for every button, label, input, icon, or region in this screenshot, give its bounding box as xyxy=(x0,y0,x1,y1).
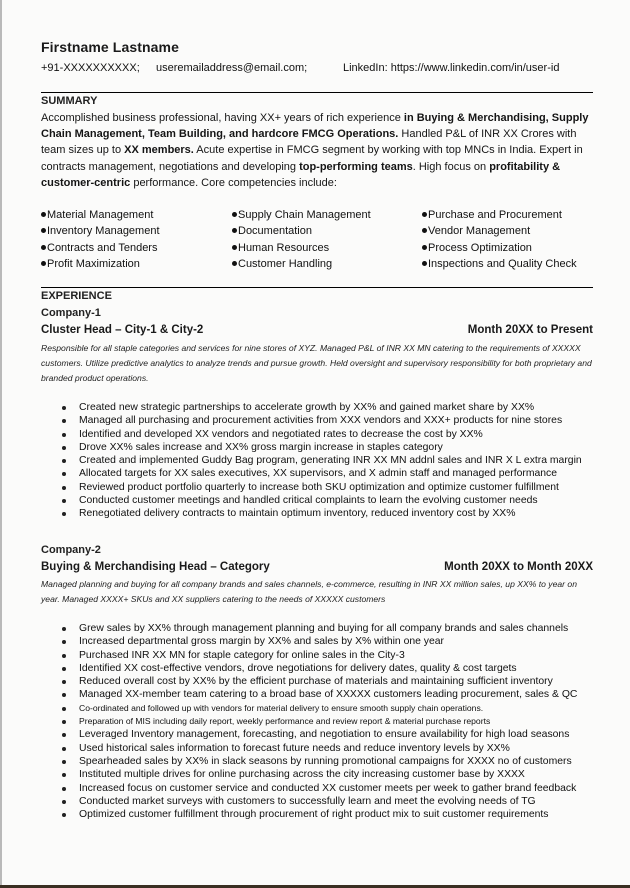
competency-item xyxy=(422,207,562,223)
bullet-icon xyxy=(62,512,66,516)
competency-item xyxy=(41,240,157,256)
achievement-item xyxy=(55,481,600,494)
company-name: Company-1 xyxy=(41,307,101,319)
achievement-text: Created and implemented Guddy Bag program, generating INR XX MN addnl sales and INR X L extra margin xyxy=(79,455,582,467)
achievement-text: Increased focus on customer service and conducted XX customer meets per week to gather brand feedback xyxy=(79,782,577,794)
bullet-icon xyxy=(62,733,66,737)
bullet-icon xyxy=(41,245,46,250)
competency-item xyxy=(232,256,332,272)
achievement-item xyxy=(55,622,600,635)
achievement-item xyxy=(55,414,600,427)
summary-highlight: top-performing teams xyxy=(299,160,413,173)
summary-text-segment: . High focus on xyxy=(412,160,490,173)
achievement-item xyxy=(55,454,600,467)
summary-highlight: profitability & customer-centric xyxy=(41,160,561,189)
achievement-text: Conducted customer meetings and handled critical complaints to learn the evolving customer needs xyxy=(79,495,538,507)
bullet-icon xyxy=(62,419,66,423)
bullet-icon xyxy=(62,472,66,476)
achievement-text: Co-ordinated and followed up with vendors for material delivery to ensure smooth supply chain operations. xyxy=(79,702,484,713)
achievement-item xyxy=(55,428,600,441)
achievement-item xyxy=(55,649,600,662)
competency-item xyxy=(232,240,329,256)
experience-heading: EXPERIENCE xyxy=(41,290,112,302)
competency-label: Human Resources xyxy=(238,241,330,254)
achievement-text: Drove XX% sales increase and XX% gross margin increase in staples category xyxy=(79,441,443,453)
phone-number: +91-XXXXXXXXXX; xyxy=(41,62,140,74)
bullet-icon xyxy=(422,245,427,250)
job-achievements-list xyxy=(55,622,600,821)
job-role-row xyxy=(41,561,593,573)
competency-label: Supply Chain Management xyxy=(238,209,371,221)
section-divider xyxy=(41,92,593,93)
bullet-icon xyxy=(62,627,66,631)
achievement-item xyxy=(55,662,600,675)
achievement-text: Increased departmental gross margin by XX% and sales by X% within one year xyxy=(79,636,445,648)
achievement-text: Managed all purchasing and procurement activities from XXX vendors and XXX+ products for nine stores xyxy=(79,415,563,427)
bullet-icon xyxy=(422,228,427,233)
achievement-item xyxy=(55,768,600,781)
achievement-text: Allocated targets for XX sales executives, XX supervisors, and X admin staff and managed performance xyxy=(79,468,558,480)
achievement-item xyxy=(55,755,600,768)
competency-label: Profit Maximization xyxy=(47,257,140,270)
bullet-icon xyxy=(62,800,66,804)
summary-heading: SUMMARY xyxy=(41,95,98,107)
bullet-icon xyxy=(62,640,66,644)
achievement-text: Optimized customer fulfillment through procurement of right product mix to suit customer requirements xyxy=(79,809,549,821)
competency-item xyxy=(41,256,140,272)
bullet-icon xyxy=(62,459,66,463)
competency-item xyxy=(422,240,532,256)
achievement-item xyxy=(55,808,600,821)
achievement-item xyxy=(55,702,600,715)
competency-label: Documentation xyxy=(238,225,312,238)
bullet-icon xyxy=(62,433,66,437)
bullet-icon xyxy=(62,773,66,777)
bullet-icon xyxy=(62,680,66,684)
achievement-text: Instituted multiple drives for online purchasing across the city increasing customer base by XXXX xyxy=(79,769,525,781)
achievement-item xyxy=(55,675,600,688)
achievement-item xyxy=(55,635,600,648)
achievement-text: Reviewed product portfolio quarterly to increase both SKU optimization and optimize customer fulfillment xyxy=(79,481,559,493)
job-description: Responsible for all staple categories and services for nine stores of XYZ. Managed P&L of INR XX MN catering to the requirements of XXXXX customers. Utilize predictive analytics to analyze trends and pursue growth. Held oversight and supervisory responsibility for both proprietary and branded product operations. xyxy=(41,343,592,383)
achievement-text: Grew sales by XX% through management planning and buying for all company brands and sales channels xyxy=(79,623,569,634)
achievement-item xyxy=(55,467,600,480)
summary-highlight: in Buying & Merchandising, Supply Chain Management, Team Building, and hardcore FMCG Operations. xyxy=(41,112,589,141)
competency-item xyxy=(422,256,577,272)
competency-item xyxy=(232,207,371,223)
bullet-icon xyxy=(422,261,427,266)
achievement-text: Managed XX-member team catering to a broad base of XXXXX customers leading procurement, sales & QC xyxy=(79,689,578,701)
competency-label: Vendor Management xyxy=(428,225,531,238)
achievement-text: Conducted market surveys with customers to successfully learn and meet the evolving needs of TG xyxy=(79,795,536,807)
achievement-item xyxy=(55,715,600,728)
achievement-text: Identified and developed XX vendors and negotiated rates to decrease the cost by XX% xyxy=(79,428,483,440)
bullet-icon xyxy=(62,707,66,711)
achievement-item xyxy=(55,782,600,795)
linkedin-url: LinkedIn: https://www.linkedin.com/in/user-id xyxy=(343,62,560,74)
bullet-icon xyxy=(232,245,237,250)
bullet-icon xyxy=(422,212,427,217)
achievement-text: Preparation of MIS including daily report, weekly performance and review report & material purchase reports xyxy=(79,716,491,727)
achievement-item xyxy=(55,688,600,701)
bullet-icon xyxy=(62,720,66,724)
job-role-row xyxy=(41,324,593,336)
competency-label: Inventory Management xyxy=(47,225,160,238)
achievement-text: Created new strategic partnerships to accelerate growth by XX% and gained market share by XX% xyxy=(79,402,535,413)
achievement-item xyxy=(55,795,600,808)
bullet-icon xyxy=(62,787,66,791)
achievement-text: Identified XX cost-effective vendors, drove negotiations for delivery dates, quality & cost targets xyxy=(79,662,517,674)
email-address: useremailaddress@email.com; xyxy=(156,62,308,74)
achievement-text: Used historical sales information to forecast future needs and reduce inventory levels by XX% xyxy=(79,742,510,754)
achievement-item xyxy=(55,728,600,741)
achievement-text: Reduced overall cost by XX% by the efficient purchase of materials and maintaining sufficient inventory xyxy=(79,676,553,688)
competency-item xyxy=(232,223,312,239)
summary-text-segment: Acute expertise in FMCG segment by working with top MNCs in India. Expert in contracts management, negotiations and developing xyxy=(41,144,583,173)
achievement-text: Leveraged Inventory management, forecasting, and negotiation to ensure availability for high load seasons xyxy=(79,729,570,741)
competency-item xyxy=(41,207,153,223)
bullet-icon xyxy=(62,667,66,671)
bullet-icon xyxy=(41,261,46,266)
summary-paragraph xyxy=(41,110,596,191)
company-name: Company-2 xyxy=(41,544,101,556)
bullet-icon xyxy=(62,760,66,764)
job-title: Buying & Merchandising Head – Category xyxy=(41,561,270,573)
bullet-icon xyxy=(62,486,66,490)
achievement-item xyxy=(55,401,600,414)
achievement-item xyxy=(55,507,600,520)
job-dates: Month 20XX to Present xyxy=(467,324,593,336)
competency-item xyxy=(422,223,530,239)
bullet-icon xyxy=(41,228,46,233)
achievement-item xyxy=(55,494,600,507)
bullet-icon xyxy=(41,212,46,217)
achievement-item xyxy=(55,441,600,454)
competency-label: Inspections and Quality Check xyxy=(428,257,577,270)
summary-highlight: XX members. xyxy=(124,144,194,157)
bullet-icon xyxy=(62,813,66,817)
achievement-text: Renegotiated delivery contracts to maintain optimum inventory, reduced inventory cost by XX% xyxy=(79,508,516,520)
bullet-icon xyxy=(232,212,237,217)
job-dates: Month 20XX to Month 20XX xyxy=(444,561,593,573)
bullet-icon xyxy=(62,406,66,410)
bullet-icon xyxy=(62,747,66,751)
bullet-icon xyxy=(62,499,66,503)
summary-text-segment: performance. Core competencies include: xyxy=(130,176,337,189)
bullet-icon xyxy=(62,693,66,697)
bullet-icon xyxy=(62,654,66,658)
bullet-icon xyxy=(62,446,66,450)
achievement-text: Purchased INR XX MN for staple category for online sales in the City-3 xyxy=(79,649,405,661)
competency-label: Customer Handling xyxy=(238,257,333,270)
achievement-text: Spearheaded sales by XX% in slack seasons by running promotional campaigns for XXXX no of customers xyxy=(79,755,572,767)
section-divider xyxy=(41,287,593,288)
competency-label: Material Management xyxy=(47,209,154,221)
competency-label: Purchase and Procurement xyxy=(428,209,562,221)
candidate-name: Firstname Lastname xyxy=(41,39,179,55)
job-description: Managed planning and buying for all company brands and sales channels, e-commerce, resulting in INR XX million sales, up XX% to year on year. Managed XXXX+ SKUs and XX suppliers catering to the needs of XXXXX customers xyxy=(41,579,577,604)
job-achievements-list xyxy=(55,401,600,521)
job-title: Cluster Head – City-1 & City-2 xyxy=(41,324,204,336)
summary-text-segment: Accomplished business professional, having XX+ years of rich experience xyxy=(41,112,404,124)
competency-item xyxy=(41,223,160,239)
summary-text-segment: Handled P&L of INR XX Crores with team sizes up to xyxy=(41,128,577,157)
competency-label: Process Optimization xyxy=(428,241,532,254)
bullet-icon xyxy=(232,228,237,233)
bullet-icon xyxy=(232,261,237,266)
achievement-item xyxy=(55,742,600,755)
competency-label: Contracts and Tenders xyxy=(47,241,158,254)
page-edge-left xyxy=(0,0,2,886)
